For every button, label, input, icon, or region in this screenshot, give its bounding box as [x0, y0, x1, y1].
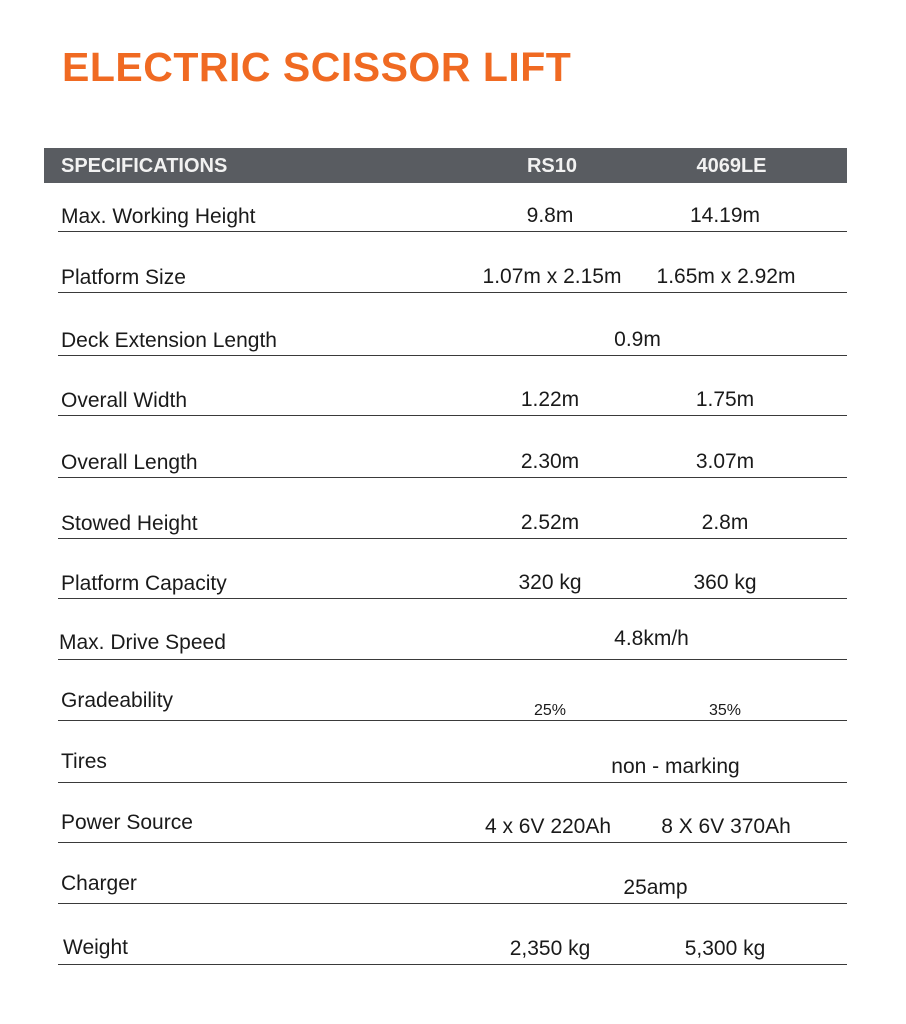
spec-row-overall-length [58, 447, 847, 478]
spec-value-shared: 4.8km/h [614, 627, 689, 650]
spec-value-4069le: 1.65m x 2.92m [656, 265, 796, 288]
spec-value-4069le: 2.8m [701, 511, 749, 534]
spec-value-4069le: 3.07m [695, 450, 755, 473]
spec-table-header [44, 148, 847, 183]
spec-label: Charger [61, 872, 137, 895]
spec-value-rs10: 320 kg [518, 571, 582, 594]
spec-row-gradeability [58, 690, 847, 721]
spec-label: Weight [63, 936, 128, 959]
header-model-rs10: RS10 [526, 155, 578, 177]
spec-value-rs10: 1.07m x 2.15m [482, 265, 622, 288]
spec-row-platform-capacity [58, 568, 847, 599]
spec-value-shared: non - marking [611, 755, 740, 778]
spec-label: Tires [61, 750, 107, 773]
spec-label: Power Source [61, 811, 193, 834]
spec-value-4069le: 35% [708, 702, 742, 719]
spec-label: Platform Size [61, 266, 186, 289]
spec-row-power-source [58, 812, 847, 843]
spec-label: Platform Capacity [61, 572, 227, 595]
spec-row-weight [58, 934, 847, 965]
spec-value-rs10: 2.52m [520, 511, 580, 534]
spec-value-rs10: 1.22m [520, 388, 580, 411]
spec-row-deck-extension-length [58, 325, 847, 356]
spec-value-shared: 0.9m [614, 328, 661, 351]
spec-value-rs10: 4 x 6V 220Ah [484, 815, 612, 838]
spec-value-shared: 25amp [623, 876, 688, 899]
spec-value-rs10: 9.8m [526, 204, 574, 227]
spec-value-4069le: 360 kg [693, 571, 757, 594]
spec-label: Max. Working Height [61, 205, 256, 228]
spec-value-4069le: 5,300 kg [684, 937, 766, 960]
spec-row-max-working-height [58, 201, 847, 232]
spec-row-overall-width [58, 385, 847, 416]
spec-value-rs10: 2,350 kg [509, 937, 591, 960]
spec-value-4069le: 8 X 6V 370Ah [661, 815, 791, 838]
spec-label: Deck Extension Length [61, 329, 277, 352]
header-model-4069le: 4069LE [696, 155, 767, 177]
spec-value-rs10: 2.30m [520, 450, 580, 473]
spec-row-max-drive-speed [58, 629, 847, 660]
spec-row-stowed-height [58, 508, 847, 539]
spec-row-tires [58, 752, 847, 783]
spec-row-platform-size [58, 262, 847, 293]
spec-row-charger [58, 873, 847, 904]
spec-label: Max. Drive Speed [59, 631, 226, 654]
spec-label: Overall Length [61, 451, 198, 474]
spec-value-4069le: 1.75m [695, 388, 755, 411]
spec-label: Gradeability [61, 689, 174, 712]
spec-label: Overall Width [61, 389, 188, 412]
page-title: ELECTRIC SCISSOR LIFT [62, 44, 572, 90]
spec-value-4069le: 14.19m [689, 204, 761, 227]
header-label: SPECIFICATIONS [61, 155, 228, 177]
spec-label: Stowed Height [61, 512, 198, 535]
spec-value-rs10: 25% [533, 702, 567, 719]
